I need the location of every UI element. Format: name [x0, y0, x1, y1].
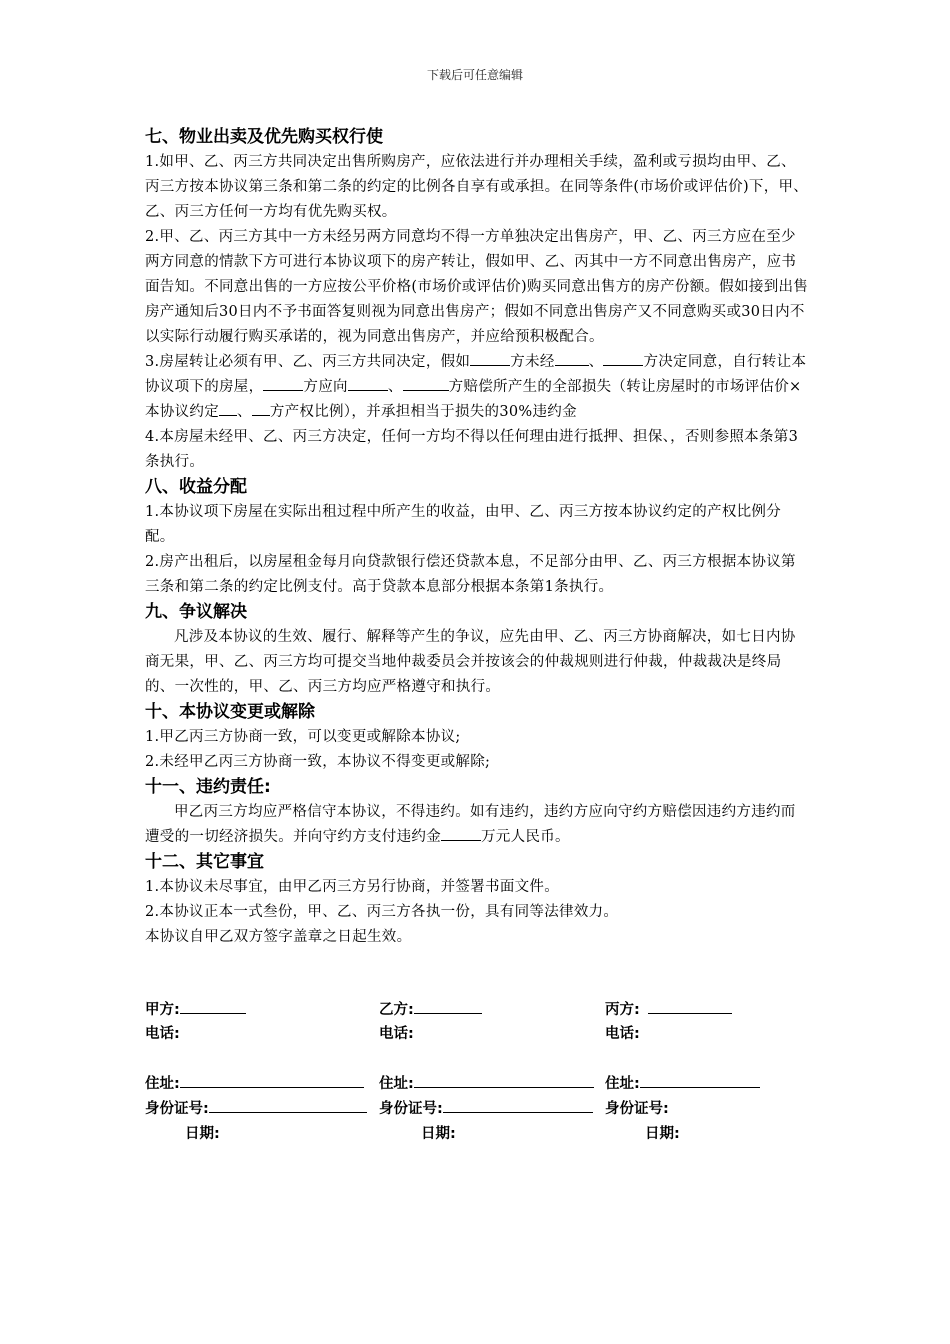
section-7-paragraph-4: 4.本房屋未经甲、乙、丙三方决定，任何一方均不得以任何理由进行抵押、担保、，否则参照本条第3条执行。 [145, 429, 799, 470]
party-a-id-label: 身份证号: [145, 1101, 209, 1117]
section-12-paragraph-2: 2.本协议正本一式叁份，甲、乙、丙三方各执一份，具有同等法律效力。 [145, 904, 619, 920]
party-c-address-label: 住址: [605, 1076, 640, 1092]
party-c-date-label: 日期: [645, 1126, 680, 1142]
party-a-date-label: 日期: [185, 1126, 220, 1142]
section-10-paragraph-1: 1.甲乙丙三方协商一致，可以变更或解除本协议; [145, 729, 461, 745]
section-8-paragraph-2: 2.房产出租后，以房屋租金每月向贷款银行偿还贷款本息，不足部分由甲、乙、丙三方根据本协议第三条和第二条的约定比例支付。高于贷款本息部分根据本条第1条执行。 [145, 554, 796, 595]
blank-line [470, 351, 510, 366]
party-a-id-line [209, 1097, 367, 1113]
party-b-id-label: 身份证号: [379, 1101, 443, 1117]
party-a-phone-label: 电话: [145, 1026, 180, 1042]
party-b-address-label: 住址: [379, 1076, 414, 1092]
blank-line [263, 376, 303, 391]
party-c-signature-line [648, 998, 732, 1014]
section-7-paragraph-2: 2.甲、乙、丙三方其中一方未经另两方同意均不得一方单独决定出售房产，甲、乙、丙三方应在至少两方同意的情款下方可进行本协议项下的房产转让，假如甲、乙、丙其中一方不同意出售房产，应书面告知。不同意出售的一方应按公平价格(市场价或评估价)购买同意出售方的房产份额。假如接到出售房产通知后30日内不予书面答复则视为同意出售房产；假如不同意出售房产又不同意购买或30日内不以实际行动履行购买承诺的，视为同意出售房产，并应给预积极配合。 [145, 229, 809, 345]
party-b-label: 乙方: [379, 1002, 414, 1018]
blank-line [219, 401, 237, 416]
party-b-signature-line [414, 998, 482, 1014]
section-7-title: 七、物业出卖及优先购买权行使 [145, 127, 383, 147]
party-a-address-line [180, 1072, 364, 1088]
section-7-paragraph-3: 3.房屋转让必须有甲、乙、丙三方共同决定，假如 方未经 、 方决定同意，自行转让本协议项下的房屋， 方应向 、 方赔偿所产生的全部损失（转让房屋时的市场评估价×本协议约定 、 方产权比例），并承担相当于损失的30%违约金 [145, 350, 810, 425]
document-body [145, 125, 810, 950]
party-b-id-line [443, 1097, 593, 1113]
page-header: 下载后可任意编辑 [426, 68, 523, 82]
party-a-signature-line [180, 998, 246, 1014]
party-c-address-line [640, 1072, 760, 1088]
party-b-date-label: 日期: [421, 1126, 456, 1142]
section-9-paragraph-1: 凡涉及本协议的生效、履行、解释等产生的争议，应先由甲、乙、丙三方协商解决，如七日内协商无果，甲、乙、丙三方均可提交当地仲裁委员会并按该会的仲裁规则进行仲裁，仲裁裁决是终局的、一次性的，甲、乙、丙三方均应严格遵守和执行。 [145, 629, 796, 695]
party-c-label: 丙方: [605, 1002, 640, 1018]
section-10-title: 十、本协议变更或解除 [145, 702, 315, 722]
party-a-address-label: 住址: [145, 1076, 180, 1092]
section-7-paragraph-1: 1.如甲、乙、丙三方共同决定出售所购房产，应依法进行并办理相关手续，盈利或亏损均由甲、乙、丙三方按本协议第三条和第二条的约定的比例各自享有或承担。在同等条件(市场价或评估价)下，甲、乙、丙三方任何一方均有优先购买权。 [145, 154, 809, 220]
blank-line [348, 376, 388, 391]
party-b-phone-label: 电话: [379, 1026, 414, 1042]
party-a-label: 甲方: [145, 1002, 180, 1018]
party-b-address-line [414, 1072, 594, 1088]
blank-line [403, 376, 449, 391]
section-8-paragraph-1: 1.本协议项下房屋在实际出租过程中所产生的收益，由甲、乙、丙三方按本协议约定的产权比例分配。 [145, 504, 782, 545]
party-c-phone-label: 电话: [605, 1026, 640, 1042]
blank-line [603, 351, 643, 366]
blank-line [252, 401, 270, 416]
section-9-title: 九、争议解决 [145, 602, 247, 622]
party-c-id-label: 身份证号: [605, 1101, 669, 1117]
section-12-paragraph-1: 1.本协议未尽事宜，由甲乙丙三方另行协商，并签署书面文件。 [145, 879, 560, 895]
blank-line [441, 826, 481, 841]
blank-line [555, 351, 589, 366]
section-11-title: 十一、违约责任: [145, 777, 271, 797]
section-11-paragraph-1: 甲乙丙三方均应严格信守本协议，不得违约。如有违约，违约方应向守约方赔偿因违约方违约而遭受的一切经济损失。并向守约方支付违约金 万元人民币。 [145, 804, 796, 845]
section-10-paragraph-2: 2.未经甲乙丙三方协商一致，本协议不得变更或解除; [145, 754, 491, 770]
section-12-paragraph-3: 本协议自甲乙双方签字盖章之日起生效。 [145, 929, 412, 945]
section-12-title: 十二、其它事宜 [145, 852, 264, 872]
section-8-title: 八、收益分配 [145, 477, 247, 497]
